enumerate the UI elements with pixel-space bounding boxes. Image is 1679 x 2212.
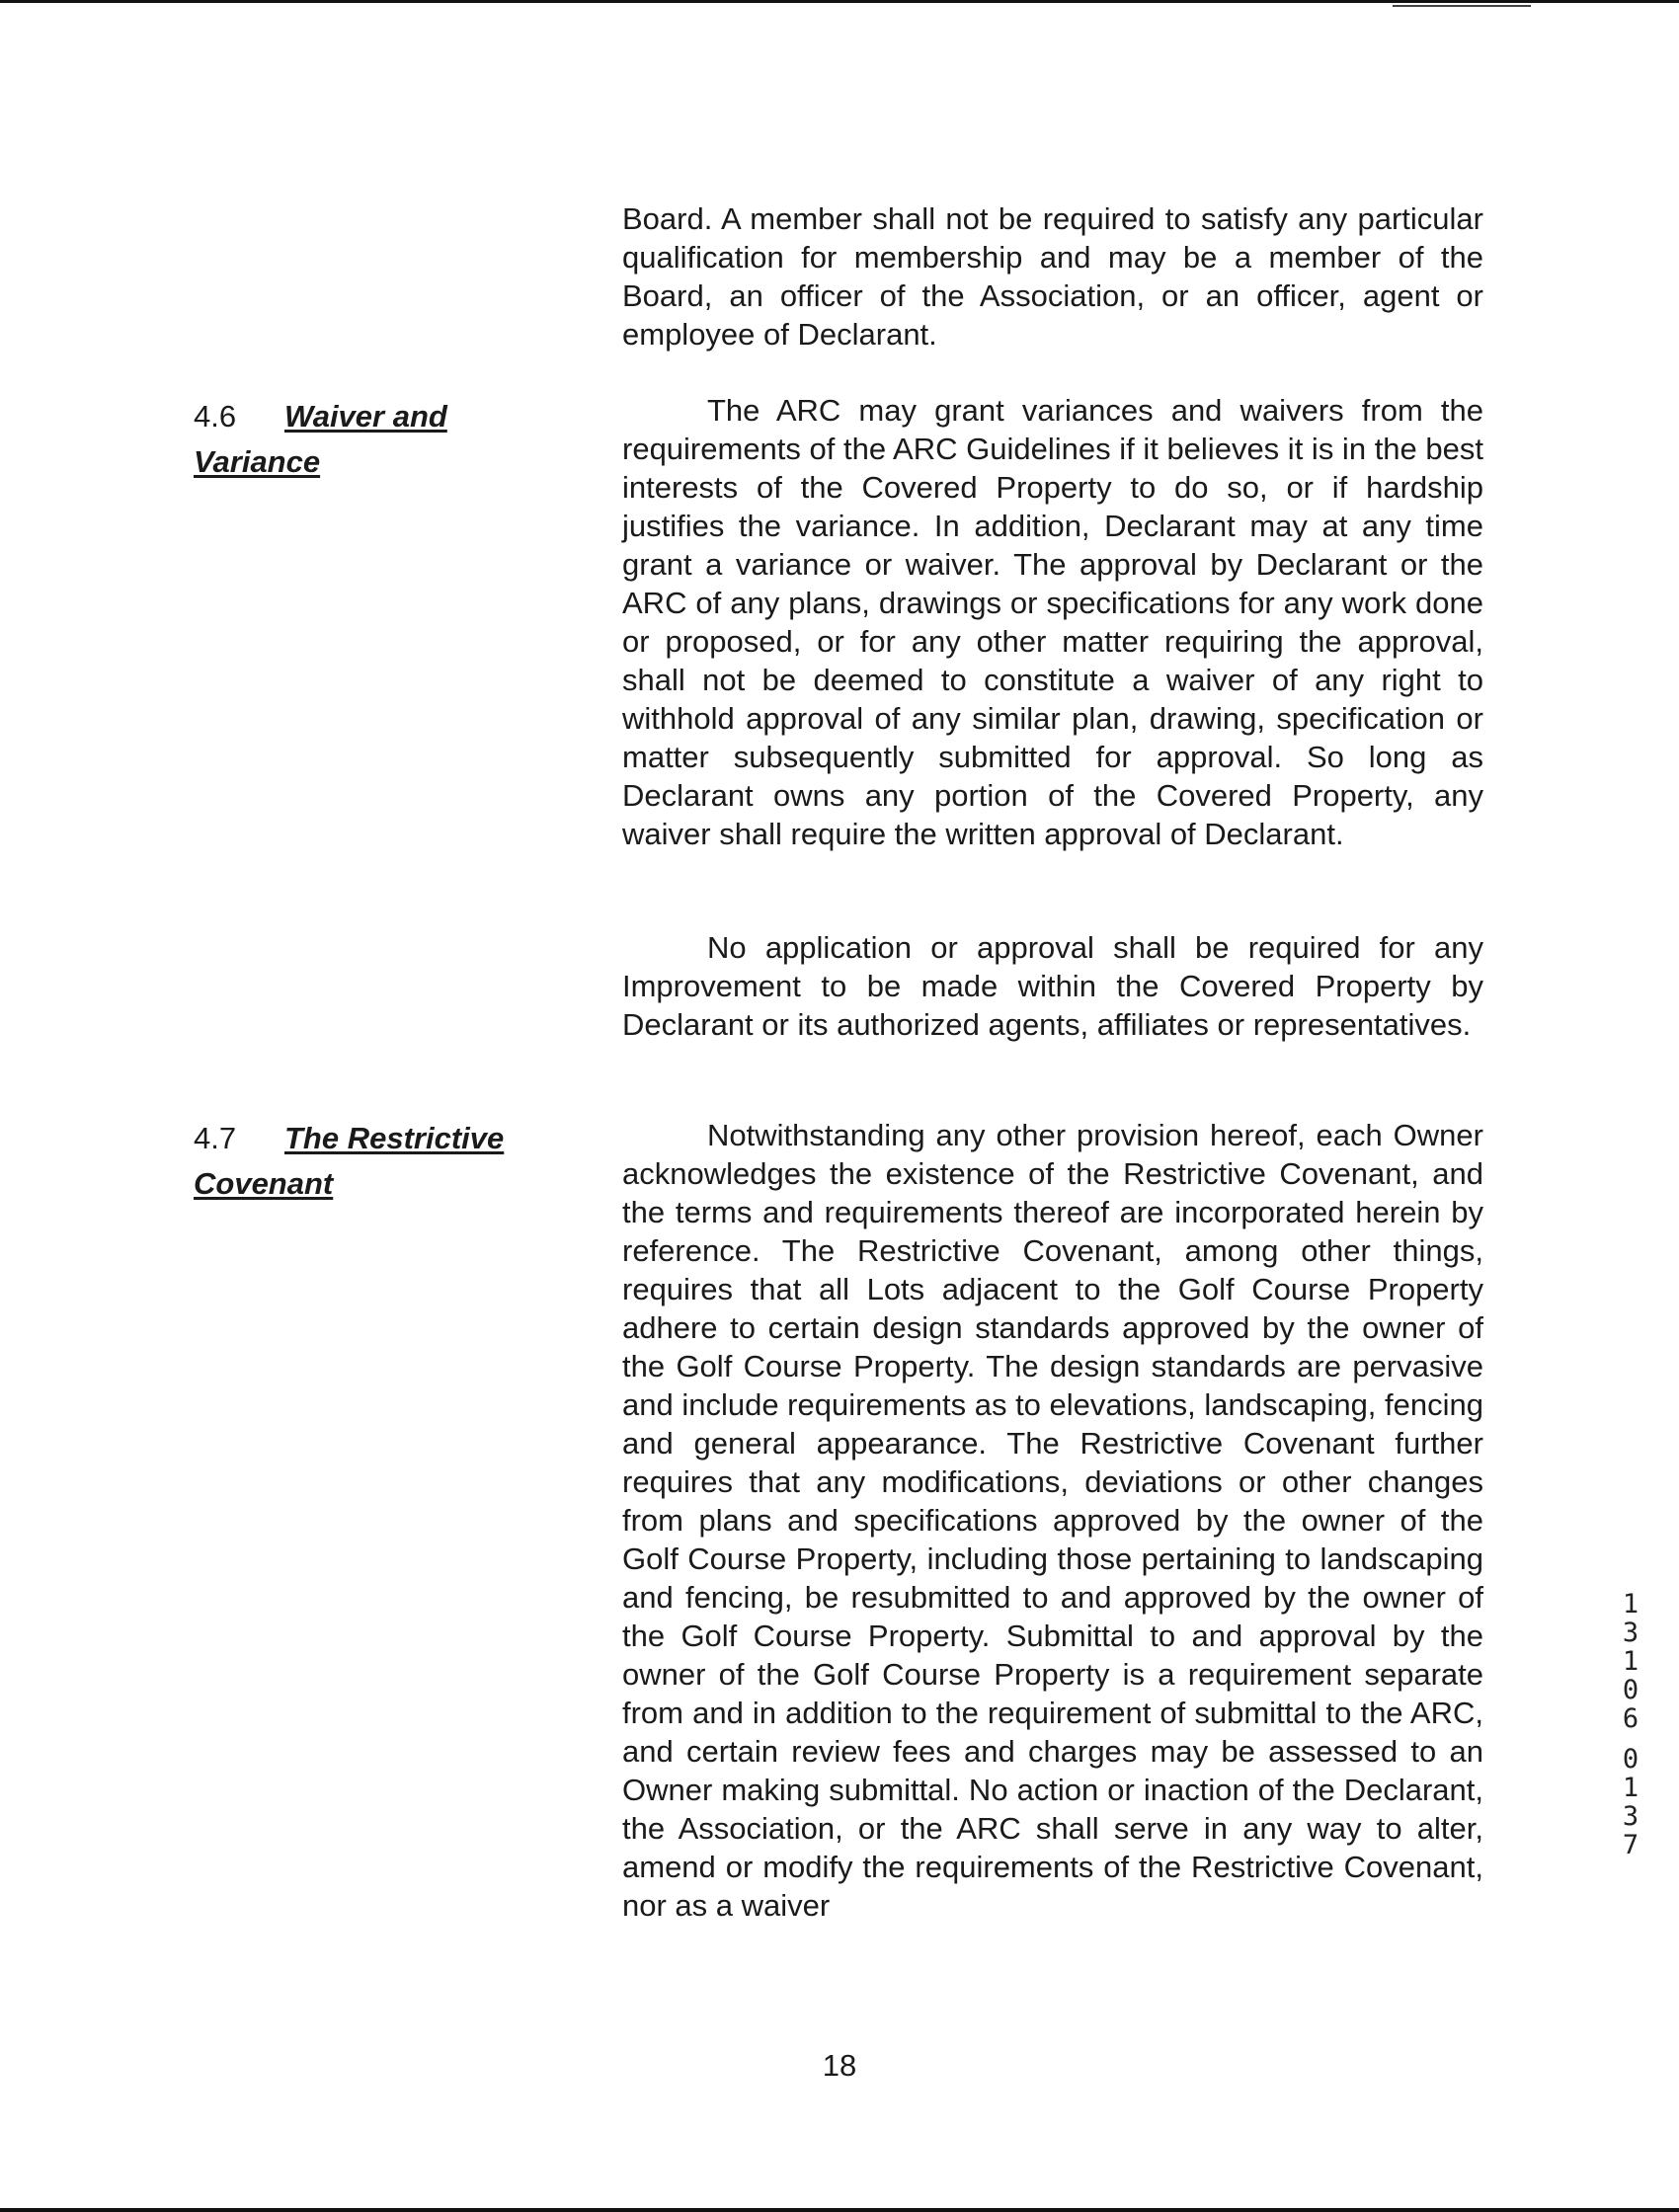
stamp-digit: 1 — [1622, 1646, 1639, 1677]
section-4-6-paragraph-2: No application or approval shall be required for any Improvement to be made within the Covered Property by Declarant or its authorized agents, affiliates or representatives. — [622, 930, 1483, 1042]
section-4-7-heading — [194, 1116, 579, 1207]
section-title: Waiver and Variance — [194, 399, 447, 479]
top-scan-mark — [1393, 5, 1531, 7]
stamp-digit: 1 — [1622, 1773, 1639, 1803]
top-border-line — [0, 0, 1679, 3]
stamp-digit: 3 — [1622, 1618, 1639, 1648]
stamp-digit: 3 — [1622, 1801, 1639, 1832]
section-4-6-heading — [194, 394, 579, 485]
stamp-digit: 7 — [1622, 1830, 1639, 1860]
section-4-6-paragraph-1: The ARC may grant variances and waivers from the requirements of the ARC Guidelines if it believes it is in the best interests of the Covered Property to do so, or if hardship justifies the variance. In addition, Declarant may at any time grant a variance or waiver. The approval by Declarant or the ARC of any plans, drawings or specifications for any work done or proposed, or for any other matter requiring the approval, shall not be deemed to constitute a waiver of any right to withhold approval of any similar plan, drawing, specification or matter subsequently submitted for approval. So long as Declarant owns any portion of the Covered Property, any waiver shall require the written approval of Declarant. — [622, 393, 1483, 851]
bottom-border-line — [0, 2208, 1679, 2212]
stamp-digit: 1 — [1622, 1589, 1639, 1620]
section-number: 4.6 — [194, 399, 237, 434]
page-number: 18 — [822, 2048, 857, 2083]
section-number: 4.7 — [194, 1121, 237, 1155]
stamp-digit: 0 — [1622, 1744, 1639, 1775]
continuation-paragraph: Board. A member shall not be required to satisfy any particular qualification for membership and may be a member of the Board, an officer of the Association, or an officer, agent or employee of Declarant. — [622, 201, 1483, 352]
stamp-digit: 6 — [1622, 1703, 1639, 1734]
section-4-7-paragraph-1: Notwithstanding any other provision hereof, each Owner acknowledges the existence of the Restrictive Covenant, and the terms and requirements thereof are incorporated herein by reference. The Restrictive Covenant, among other things, requires that all Lots adjacent to the Golf Course Property adhere to certain design standards approved by the owner of the Golf Course Property. The design standards are pervasive and include requirements as to elevations, landscaping, fencing and general appearance. The Restrictive Covenant further requires that any modifications, deviations or other changes from plans and specifications approved by the owner of the Golf Course Property, including those pertaining to landscaping and fencing, be resubmitted to and approved by the owner of the Golf Course Property. Submittal to and approval by the owner of the Golf Course Property is a requirement separate from and in addition to the requirement of submittal to the ARC, and certain review fees and charges may be assessed to an Owner making submittal. No action or inaction of the Declarant, the Association, or the ARC shall serve in any way to alter, amend or modify the requirements of the Restrictive Covenant, nor as a waiver — [622, 1118, 1483, 1923]
margin-recording-stamp — [1614, 1590, 1647, 1859]
stamp-digit: 0 — [1622, 1675, 1639, 1705]
section-title: The Restrictive Covenant — [194, 1121, 505, 1201]
